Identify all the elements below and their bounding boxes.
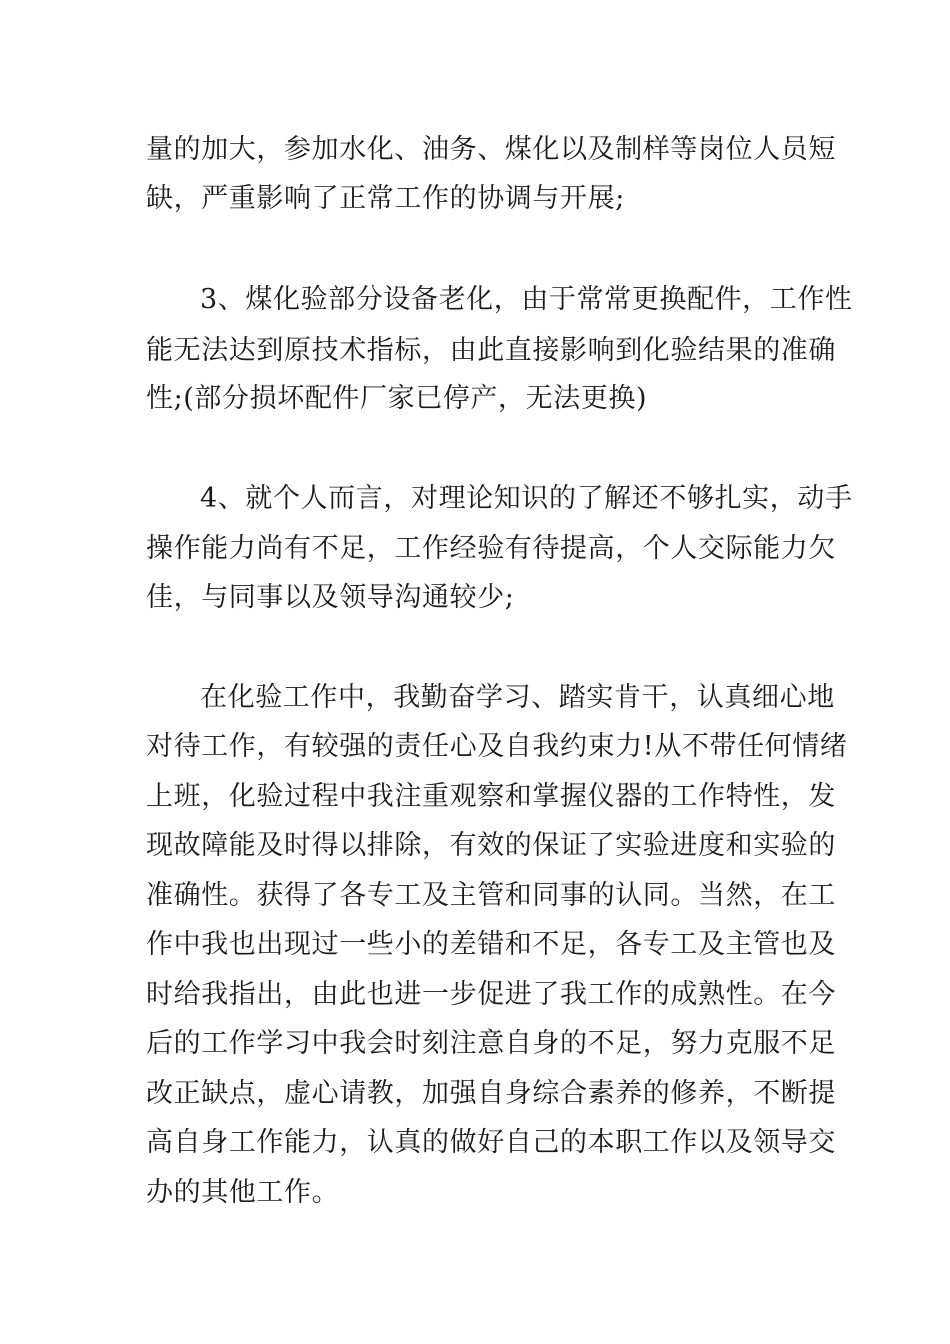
- paragraph-4-line-2: 对待工作，有较强的责任心及自我约束力!从不带任何情绪: [146, 731, 848, 762]
- paragraph-4-line-10: 高自身工作能力，认真的做好自己的本职工作以及领导交: [146, 1127, 836, 1158]
- paragraph-3-line-2: 操作能力尚有不足，工作经验有待提高，个人交际能力欠: [146, 533, 836, 564]
- paragraph-4-line-4: 现故障能及时得以排除，有效的保证了实验进度和实验的: [146, 830, 836, 861]
- paragraph-4-line-8: 后的工作学习中我会时刻注意自身的不足，努力克服不足: [146, 1028, 836, 1059]
- paragraph-4-line-1: 在化验工作中，我勤奋学习、踏实肯干，认真细心地: [200, 682, 835, 713]
- paragraph-4-line-9: 改正缺点，虚心请教，加强自身综合素养的修养，不断提: [146, 1078, 836, 1109]
- paragraph-3-line-1: 4、就个人而言，对理论知识的了解还不够扎实，动手: [200, 483, 853, 514]
- paragraph-4-line-6: 作中我也出现过一些小的差错和不足，各专工及主管也及: [146, 929, 836, 960]
- paragraph-4-line-5: 准确性。获得了各专工及主管和同事的认同。当然，在工: [146, 880, 836, 911]
- paragraph-1-line-2: 缺，严重影响了正常工作的协调与开展;: [146, 183, 625, 214]
- paragraph-4-line-7: 时给我指出，由此也进一步促进了我工作的成熟性。在今: [146, 979, 836, 1010]
- paragraph-2-line-2: 能无法达到原技术指标，由此直接影响到化验结果的准确: [146, 335, 836, 366]
- paragraph-4-line-11: 办的其他工作。: [146, 1177, 340, 1208]
- paragraph-2-line-3: 性;(部分损坏配件厂家已停产，无法更换): [146, 383, 648, 414]
- paragraph-2-line-1: 3、煤化验部分设备老化，由于常常更换配件，工作性: [200, 284, 853, 315]
- paragraph-4-line-3: 上班，化验过程中我注重观察和掌握仪器的工作特性，发: [146, 781, 836, 812]
- paragraph-3-line-3: 佳，与同事以及领导沟通较少;: [146, 582, 515, 613]
- paragraph-1-line-1: 量的加大，参加水化、油务、煤化以及制样等岗位人员短: [146, 134, 836, 165]
